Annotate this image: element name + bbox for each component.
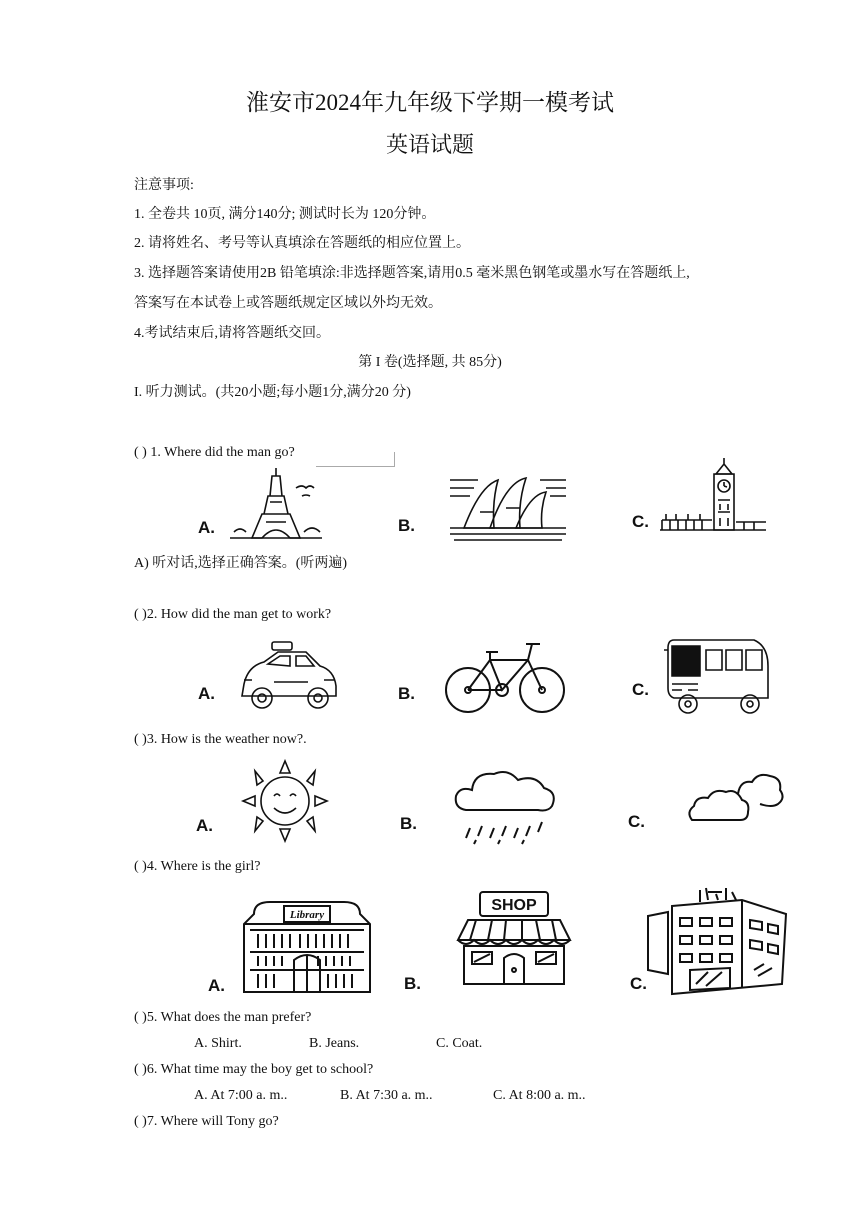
question-3: ( )3. How is the weather now?. [134, 732, 307, 747]
q5-option-b: B. Jeans. [309, 1036, 360, 1051]
subsection-heading: A) 听对话,选择正确答案。(听两遍) [134, 556, 348, 571]
q6-option-a: A. At 7:00 a. m.. [194, 1088, 288, 1103]
note-item-3-cont: 答案写在本试卷上或答题纸规定区域以外均无效。 [134, 296, 442, 311]
q2-option-b: B. [398, 684, 415, 703]
library-sign: Library [289, 909, 325, 921]
question-5: ( )5. What does the man prefer? [134, 1010, 312, 1025]
q6-option-b: B. At 7:30 a. m.. [340, 1088, 433, 1103]
note-item-3: 3. 选择题答案请使用2B 铅笔填涂:非选择题答案,请用0.5 毫米黑色钢笔或墨水写在答题纸上, [134, 266, 690, 281]
bus-icon [662, 636, 770, 718]
taxi-icon [238, 640, 340, 712]
answer-box-artifact [316, 452, 395, 467]
exam-title: 淮安市2024年九年级下学期一模考试 [246, 90, 614, 115]
q3-option-b: B. [400, 814, 417, 833]
library-icon [240, 894, 374, 994]
shop-sign: SHOP [491, 897, 537, 914]
q4-option-a: A. [208, 976, 225, 995]
q4-option-b: B. [404, 974, 421, 993]
eiffel-tower-icon [226, 466, 326, 542]
q2-option-a: A. [198, 684, 215, 703]
note-item-2: 2. 请将姓名、考号等认真填涂在答题纸的相应位置上。 [134, 236, 470, 251]
part-heading: 第 I 卷(选择题, 共 85分) [358, 355, 502, 370]
clouds-icon [686, 770, 786, 826]
rain-cloud-icon [452, 766, 558, 846]
q5-option-c: C. Coat. [436, 1036, 483, 1051]
q2-option-c: C. [632, 680, 649, 699]
bicycle-icon [444, 640, 566, 716]
big-ben-icon [658, 456, 768, 534]
notes-heading: 注意事项: [134, 178, 194, 193]
q6-option-c: C. At 8:00 a. m.. [493, 1088, 586, 1103]
shop-icon [456, 890, 572, 986]
q1-option-c: C. [632, 512, 649, 531]
question-2: ( )2. How did the man get to work? [134, 607, 332, 622]
section-heading: I. 听力测试。(共20小题;每小题1分,满分20 分) [134, 385, 411, 400]
q1-option-b: B. [398, 516, 415, 535]
question-7: ( )7. Where will Tony go? [134, 1114, 279, 1129]
sun-icon [236, 758, 334, 844]
question-6: ( )6. What time may the boy get to school? [134, 1062, 374, 1077]
question-4: ( )4. Where is the girl? [134, 859, 261, 874]
sydney-opera-house-icon [450, 472, 566, 542]
question-1: ( ) 1. Where did the man go? [134, 445, 295, 460]
q3-option-c: C. [628, 812, 645, 831]
note-item-1: 1. 全卷共 10页, 满分140分; 测试时长为 120分钟。 [134, 207, 436, 222]
q4-option-c: C. [630, 974, 647, 993]
hotel-icon [646, 884, 796, 998]
q1-option-a: A. [198, 518, 215, 537]
q3-option-a: A. [196, 816, 213, 835]
note-item-4: 4.考试结束后,请将答题纸交回。 [134, 326, 330, 341]
q5-option-a: A. Shirt. [194, 1036, 242, 1051]
exam-subtitle: 英语试题 [385, 132, 474, 157]
